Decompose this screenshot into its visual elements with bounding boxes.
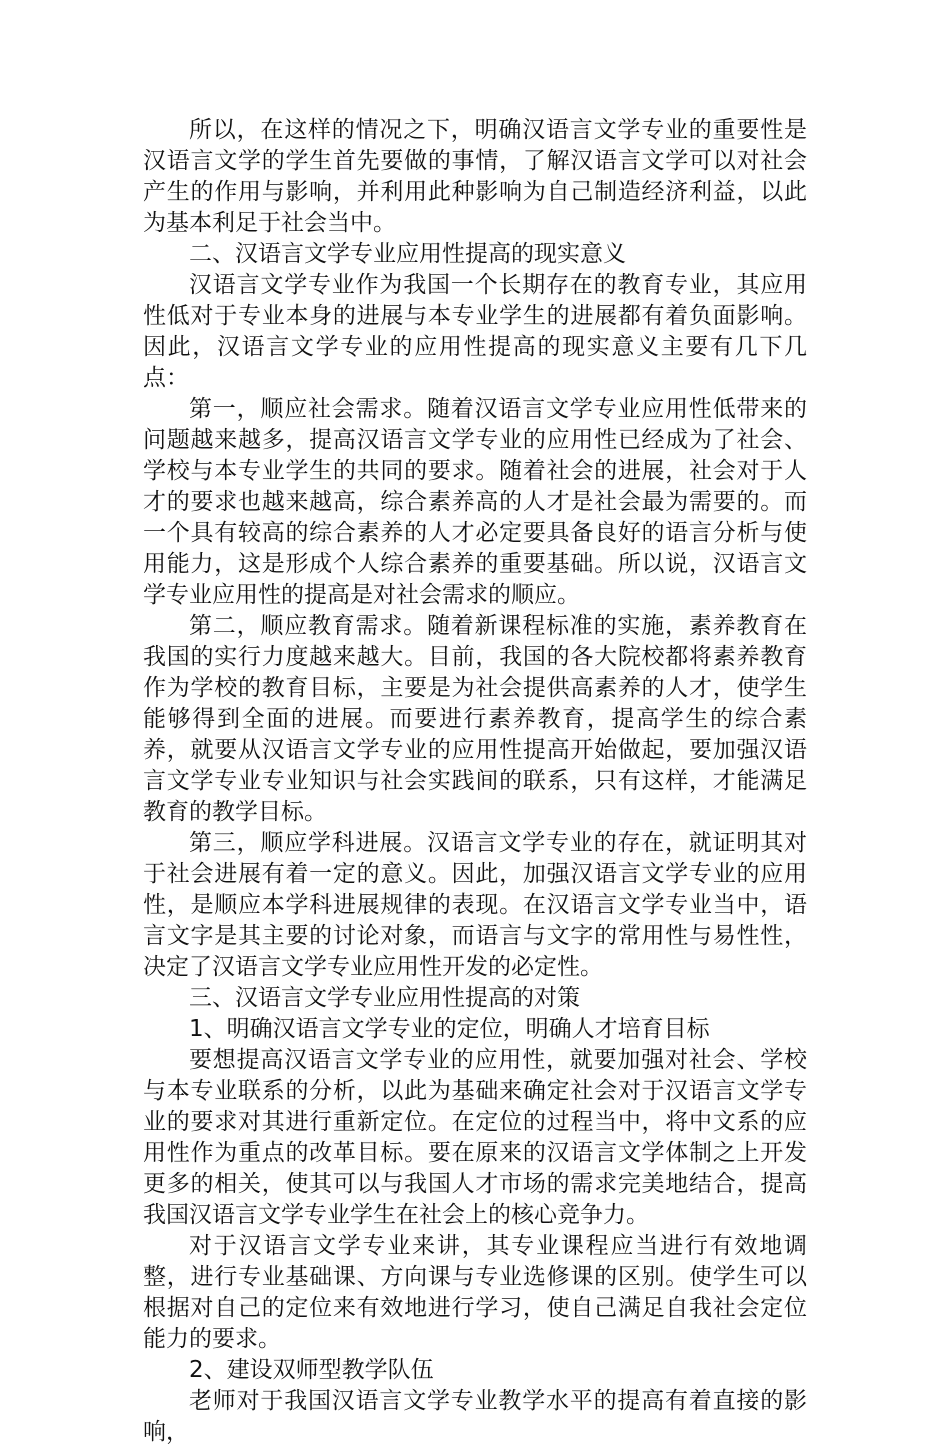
paragraph-curriculum: 对于汉语言文学专业来讲，其专业课程应当进行有效地调整，进行专业基础课、方向课与专业选修课的区别。使学生可以根据对自己的定位来有效地进行学习，使自己满足自我社会定位能力的要求。 [143, 1233, 807, 1352]
paragraph-point-2: 第二，顺应教育需求。随着新课程标准的实施，素养教育在我国的实行力度越来越大。目前，我国的各大院校都将素养教育作为学校的教育目标，主要是为社会提供高素养的人才，使学生能够得到全面的进展。而要进行素养教育，提高学生的综合素养，就要从汉语言文学专业的应用性提高开始做起，要加强汉语言文学专业专业知识与社会实践间的联系，只有这样，才能满足教育的教学目标。 [143, 613, 807, 825]
subsection-heading-2: 2、建设双师型教学队伍 [189, 1357, 434, 1383]
section-heading-3: 三、汉语言文学专业应用性提高的对策 [189, 985, 580, 1011]
document-body [143, 115, 807, 1448]
subsection-heading-1: 1、明确汉语言文学专业的定位，明确人才培育目标 [189, 1016, 710, 1042]
paragraph-conclusion: 所以，在这样的情况之下，明确汉语言文学专业的重要性是汉语言文学的学生首先要做的事情，了解汉语言文学可以对社会产生的作用与影响，并利用此种影响为自己制造经济利益，以此为基本利足于社会当中。 [143, 117, 807, 236]
paragraph-positioning: 要想提高汉语言文学专业的应用性，就要加强对社会、学校与本专业联系的分析，以此为基础来确定社会对于汉语言文学专业的要求对其进行重新定位。在定位的过程当中，将中文系的应用性作为重点的改革目标。要在原来的汉语言文学体制之上开发更多的相关，使其可以与我国人才市场的需求完美地结合，提高我国汉语言文学专业学生在社会上的核心竞争力。 [143, 1047, 807, 1228]
paragraph-point-3: 第三，顺应学科进展。汉语言文学专业的存在，就证明其对于社会进展有着一定的意义。因此，加强汉语言文学专业的应用性，是顺应本学科进展规律的表现。在汉语言文学专业当中，语言文字是其主要的讨论对象，而语言与文字的常用性与易性性，决定了汉语言文学专业应用性开发的必定性。 [143, 830, 807, 980]
paragraph-teachers: 老师对于我国汉语言文学专业教学水平的提高有着直接的影响， [143, 1388, 807, 1445]
section-heading-2: 二、汉语言文学专业应用性提高的现实意义 [189, 241, 626, 267]
paragraph-point-1: 第一，顺应社会需求。随着汉语言文学专业应用性低带来的问题越来越多，提高汉语言文学专业的应用性已经成为了社会、学校与本专业学生的共同的要求。随着社会的进展，社会对于人才的要求也越来越高，综合素养高的人才是社会最为需要的。而一个具有较高的综合素养的人才必定要具备良好的语言分析与使用能力，这是形成个人综合素养的重要基础。所以说，汉语言文学专业应用性的提高是对社会需求的顺应。 [143, 396, 807, 608]
paragraph-significance-intro: 汉语言文学专业作为我国一个长期存在的教育专业，其应用性低对于专业本身的进展与本专业学生的进展都有着负面影响。因此，汉语言文学专业的应用性提高的现实意义主要有几下几点： [143, 272, 807, 391]
